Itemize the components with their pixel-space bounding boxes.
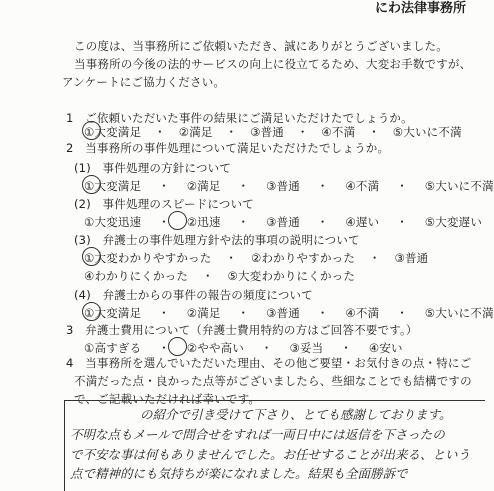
option-separator: ・ xyxy=(237,306,250,320)
sub-question-text: (1) 事件処理の方針について xyxy=(74,161,232,175)
option-separator: ・ xyxy=(237,179,250,193)
option-separator: ・ xyxy=(316,306,329,320)
option-separator: ・ xyxy=(225,125,238,139)
option-separator: ・ xyxy=(396,179,408,193)
answer-options xyxy=(84,268,355,284)
option-4[interactable]: ④不満 xyxy=(345,306,380,320)
option-separator: ・ xyxy=(201,269,214,283)
question-text: 4 当事務所を選んでいただいた理由、その他ご要望・お気付きの点・特にご xyxy=(66,356,472,370)
option-separator: ・ xyxy=(154,125,166,139)
option-3[interactable]: ③普通 xyxy=(266,215,300,229)
answer-options xyxy=(84,250,428,266)
answer-options xyxy=(84,305,494,321)
question-text: 1 ご依頼いただいた事件の結果にご満足いただけたでしょうか。 xyxy=(66,111,413,125)
answer-options xyxy=(84,124,462,140)
option-separator: ・ xyxy=(158,341,170,355)
option-separator: ・ xyxy=(396,215,408,229)
option-separator: ・ xyxy=(158,306,170,320)
option-separator: ・ xyxy=(396,306,408,320)
option-3[interactable]: ③普通 xyxy=(266,306,300,320)
option-5[interactable]: ⑤大変わかりにくかった xyxy=(227,269,356,283)
sub-question-text: (3) 弁護士の事件処理方針や法的事項の説明について xyxy=(74,233,360,247)
firm-name: にわ法律事務所 xyxy=(374,1,466,16)
option-4[interactable]: ④不満 xyxy=(345,179,380,193)
option-4[interactable]: ④わかりにくかった xyxy=(84,269,189,283)
handwritten-line: 点で精神的にも気持ちが楽になれました。結果も全面勝訴で xyxy=(70,466,408,481)
option-separator: ・ xyxy=(225,251,238,265)
option-2[interactable]: ②迅速 xyxy=(186,215,221,229)
intro-line: 当事務所の今後の法的サービスの向上に役立てるため、大変お手数ですが、 xyxy=(74,57,472,71)
option-4[interactable]: ④遅い xyxy=(345,215,380,229)
answer-options xyxy=(84,340,403,356)
option-separator: ・ xyxy=(340,341,352,355)
option-5[interactable]: ⑤大変遅い xyxy=(424,215,483,229)
option-1[interactable]: ①大変わかりやすかった xyxy=(84,251,212,265)
option-separator: ・ xyxy=(260,341,273,355)
intro-line: アンケートにご協力ください。 xyxy=(62,75,226,89)
answer-options xyxy=(84,178,494,194)
option-2[interactable]: ②満足 xyxy=(186,306,221,320)
handwritten-line: 不明な点もメールで問合せをすれば一両日中には返信を下さったの xyxy=(70,427,445,442)
option-separator: ・ xyxy=(368,251,381,265)
option-5[interactable]: ⑤大いに不満 xyxy=(424,306,494,320)
option-5[interactable]: ⑤大いに不満 xyxy=(424,179,494,193)
hand-drawn-circle xyxy=(82,247,101,266)
hand-drawn-circle xyxy=(82,302,101,321)
option-2[interactable]: ②わかりやすかった xyxy=(250,251,356,265)
sub-question-text: (2) 事件処理のスピードについて xyxy=(74,197,254,211)
option-3[interactable]: ③普通 xyxy=(266,179,300,193)
hand-drawn-circle xyxy=(82,121,101,140)
answer-options xyxy=(84,214,482,230)
option-separator: ・ xyxy=(158,215,170,229)
option-3[interactable]: ③普通 xyxy=(250,125,284,139)
hand-drawn-circle xyxy=(82,175,101,194)
question-text: 不満だった点・良かった点等がございましたら、些細なことでも結構ですの xyxy=(74,374,472,388)
sub-question-text: (4) 弁護士からの事件の報告の頻度について xyxy=(74,288,313,302)
option-separator: ・ xyxy=(237,215,250,229)
question-text: 3 弁護士費用について（弁護士費用特約の方はご回答不要です。） xyxy=(66,323,418,337)
option-4[interactable]: ④不満 xyxy=(321,125,356,139)
option-2[interactable]: ②満足 xyxy=(186,179,221,193)
option-1[interactable]: ①大変迅速 xyxy=(84,215,142,229)
option-5[interactable]: ⑤大いに不満 xyxy=(392,125,462,139)
option-1[interactable]: ①大変満足 xyxy=(84,125,142,139)
option-separator: ・ xyxy=(158,179,170,193)
option-2[interactable]: ②満足 xyxy=(178,125,213,139)
option-4[interactable]: ④安い xyxy=(368,341,403,355)
question-text: 2 当事務所の事件処理について満足いただけたでしょうか。 xyxy=(66,141,390,155)
option-3[interactable]: ③妥当 xyxy=(289,341,324,355)
handwritten-line: で不安な事は何もありませんでした。お任せすることが出来る、という xyxy=(70,447,471,462)
option-2[interactable]: ②やや高い xyxy=(186,341,245,355)
option-separator: ・ xyxy=(316,179,329,193)
option-1[interactable]: ①高すぎる xyxy=(84,341,142,355)
option-3[interactable]: ③普通 xyxy=(394,251,429,265)
intro-line: この度は、当事務所にご依頼いただき、誠にありがとうございました。 xyxy=(74,39,448,53)
option-separator: ・ xyxy=(368,125,380,139)
option-separator: ・ xyxy=(296,125,309,139)
option-1[interactable]: ①大変満足 xyxy=(84,179,142,193)
hand-drawn-circle xyxy=(168,211,187,230)
hand-drawn-circle xyxy=(168,337,187,356)
question-text: で、ご記載いただければ幸いです。 xyxy=(74,392,261,406)
handwritten-line: の紹介で引き受けて下さり、とても感謝しております。 xyxy=(140,407,452,422)
option-separator: ・ xyxy=(316,215,329,229)
option-1[interactable]: ①大変満足 xyxy=(84,306,142,320)
